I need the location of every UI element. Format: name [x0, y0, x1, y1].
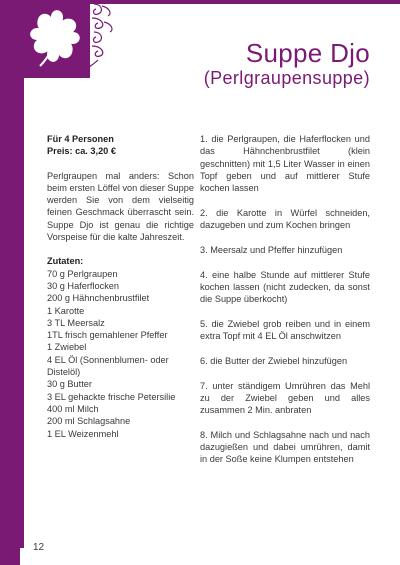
- ingredient-item: 4 EL Öl (Sonnenblumen- oder Distelöl): [47, 354, 169, 378]
- page-subtitle: (Perlgraupensuppe): [203, 68, 370, 88]
- left-accent-bar: [0, 0, 20, 565]
- step-item: 6. die Butter der Zwiebel hinzufügen: [200, 355, 348, 366]
- ingredient-item: 3 TL Meersalz: [47, 317, 105, 328]
- page-number: 12: [33, 542, 45, 553]
- ingredient-item: 30 g Haferflocken: [47, 280, 120, 291]
- swirl-ornament-icon: [88, 0, 128, 70]
- servings-text: Für 4 Personen: [47, 134, 114, 144]
- ingredient-item: 1 Zwiebel: [47, 342, 87, 353]
- ingredient-item: 70 g Perlgraupen: [47, 268, 118, 279]
- step-item: 2. die Karotte in Würfel schneiden, dazugeben und zum Kochen bringen: [200, 207, 370, 231]
- ingredient-item: 400 ml Milch: [47, 403, 99, 414]
- step-item: 3. Meersalz und Pfeffer hinzufügen: [200, 244, 343, 255]
- four-leaf-clover-icon: [20, 0, 90, 78]
- intro-text: Perlgraupen mal anders: Schon beim ersten Löffel von dieser Suppe werden Sie von dem vielseitig feinen Geschmack überrascht sein. Suppe Djo ist genau die richtige Vorspeise für die kalte Jahreszeit.: [47, 170, 194, 243]
- ingredient-item: 200 ml Schlagsahne: [47, 416, 131, 427]
- ingredient-item: 30 g Butter: [47, 379, 92, 390]
- ingredient-item: 1 EL Weizenmehl: [47, 428, 119, 439]
- page-title: Suppe Djo: [245, 38, 370, 68]
- preparation-steps-column: [200, 133, 370, 478]
- step-item: 4. eine halbe Stunde auf mittlerer Stufe kochen lassen (nicht zudecken, da sonst die Suppe überkocht): [200, 269, 370, 305]
- logo-box: [20, 0, 90, 78]
- ingredients-list: [47, 268, 194, 440]
- ingredient-item: 1 Karotte: [47, 305, 85, 316]
- ingredient-item: 3 EL gehackte frische Petersilie: [47, 391, 176, 402]
- step-item: 7. unter ständigem Umrühren das Mehl zu der Zwiebel geben und alles zusammen 2 Min. anbraten: [200, 380, 370, 416]
- recipe-info-column: [47, 133, 194, 440]
- page-accent-rule: [20, 78, 24, 548]
- step-item: 8. Milch und Schlagsahne nach und nach dazugießen und dabei umrühren, damit in der Soße keine Klumpen entstehen: [200, 429, 370, 465]
- step-item: 5. die Zwiebel grob reiben und in einem extra Topf mit 4 EL Öl anschwitzen: [200, 318, 370, 342]
- ingredients-heading: Zutaten:: [47, 256, 84, 267]
- ingredient-item: 200 g Hähnchenbrustfilet: [47, 293, 150, 304]
- price-text: Preis: ca. 3,20 €: [47, 146, 116, 157]
- step-item: 1. die Perlgraupen, die Haferflocken und das Hähnchenbrustfilet (klein geschnitten) mit 1,5 Liter Wasser in einen Topf geben und auf mittlerer Stufe kochen lassen: [200, 134, 370, 194]
- ingredient-item: 1TL frisch gemahlener Pfeffer: [47, 330, 168, 341]
